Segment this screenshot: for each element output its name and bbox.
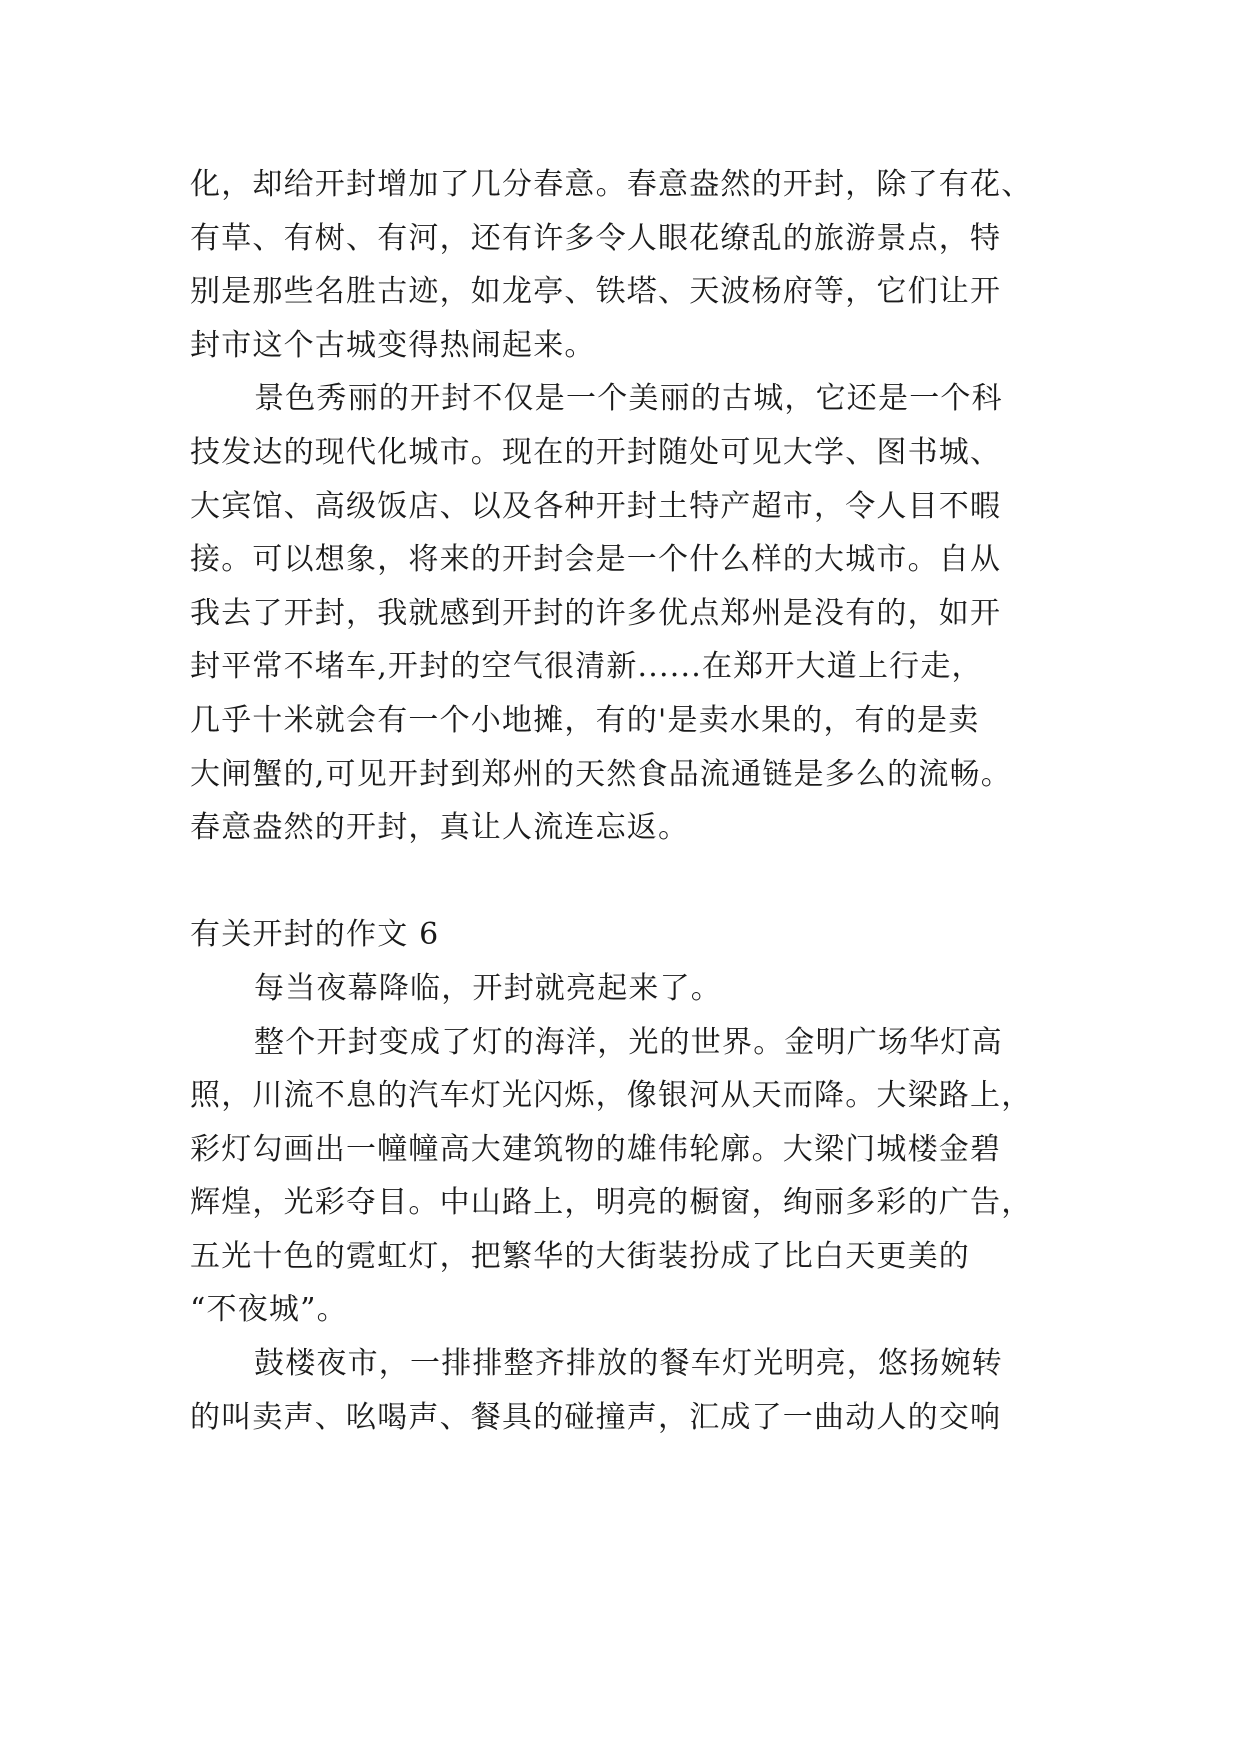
text-line: “不夜城”。 xyxy=(190,1292,348,1328)
paragraph-night-falls: 每当夜幕降临，开封就亮起来了。 xyxy=(254,970,722,1006)
text-line: 大闸蟹的,可见开封到郑州的天然食品流通链是多么的流畅。 xyxy=(190,756,1012,792)
text-line: 别是那些名胜古迹，如龙亭、铁塔、天波杨府等，它们让开 xyxy=(190,274,1002,310)
text-line: 五光十色的霓虹灯，把繁华的大街装扮成了比白天更美的 xyxy=(190,1238,970,1274)
text-line: 技发达的现代化城市。现在的开封随处可见大学、图书城、 xyxy=(190,434,1002,470)
paragraph-drum-tower-market xyxy=(190,1337,1070,1444)
paragraph-sea-of-lights xyxy=(190,1016,1070,1338)
text-line: 我去了开封，我就感到开封的许多优点郑州是没有的，如开 xyxy=(190,595,1002,631)
text-line: 有草、有树、有河，还有许多令人眼花缭乱的旅游景点，特 xyxy=(190,220,1002,256)
text-line: 接。可以想象，将来的开封会是一个什么样的大城市。自从 xyxy=(190,542,1002,578)
paragraph-modern-city xyxy=(190,372,1070,854)
document-body xyxy=(190,158,1070,1444)
text-line: 鼓楼夜市，一排排整齐排放的餐车灯光明亮，悠扬婉转 xyxy=(254,1346,1003,1382)
paragraph-spring-kaifeng xyxy=(190,158,1070,372)
spacer xyxy=(190,855,1070,909)
text-line: 彩灯勾画出一幢幢高大建筑物的雄伟轮廓。大梁门城楼金碧 xyxy=(190,1131,1002,1167)
text-line: 的叫卖声、吆喝声、餐具的碰撞声，汇成了一曲动人的交响 xyxy=(190,1399,1002,1435)
text-line: 封市这个古城变得热闹起来。 xyxy=(190,327,596,363)
text-line: 景色秀丽的开封不仅是一个美丽的古城，它还是一个科 xyxy=(254,381,1003,417)
text-line: 封平常不堵车,开封的空气很清新......在郑开大道上行走， xyxy=(190,649,983,685)
text-line: 照，川流不息的汽车灯光闪烁，像银河从天而降。大梁路上， xyxy=(190,1078,1033,1114)
text-line: 整个开封变成了灯的海洋，光的世界。金明广场华灯高 xyxy=(254,1024,1003,1060)
text-line: 辉煌，光彩夺目。中山路上，明亮的橱窗，绚丽多彩的广告， xyxy=(190,1185,1033,1221)
text-line: 化，却给开封增加了几分春意。春意盎然的开封，除了有花、 xyxy=(190,167,1033,202)
text-line: 大宾馆、高级饭店、以及各种开封土特产超市，令人目不暇 xyxy=(190,488,1002,524)
text-line: 几乎十米就会有一个小地摊，有的'是卖水果的，有的是卖 xyxy=(190,702,980,738)
essay-heading: 有关开封的作文 6 xyxy=(190,917,440,953)
text-line: 春意盎然的开封，真让人流连忘返。 xyxy=(190,810,690,846)
